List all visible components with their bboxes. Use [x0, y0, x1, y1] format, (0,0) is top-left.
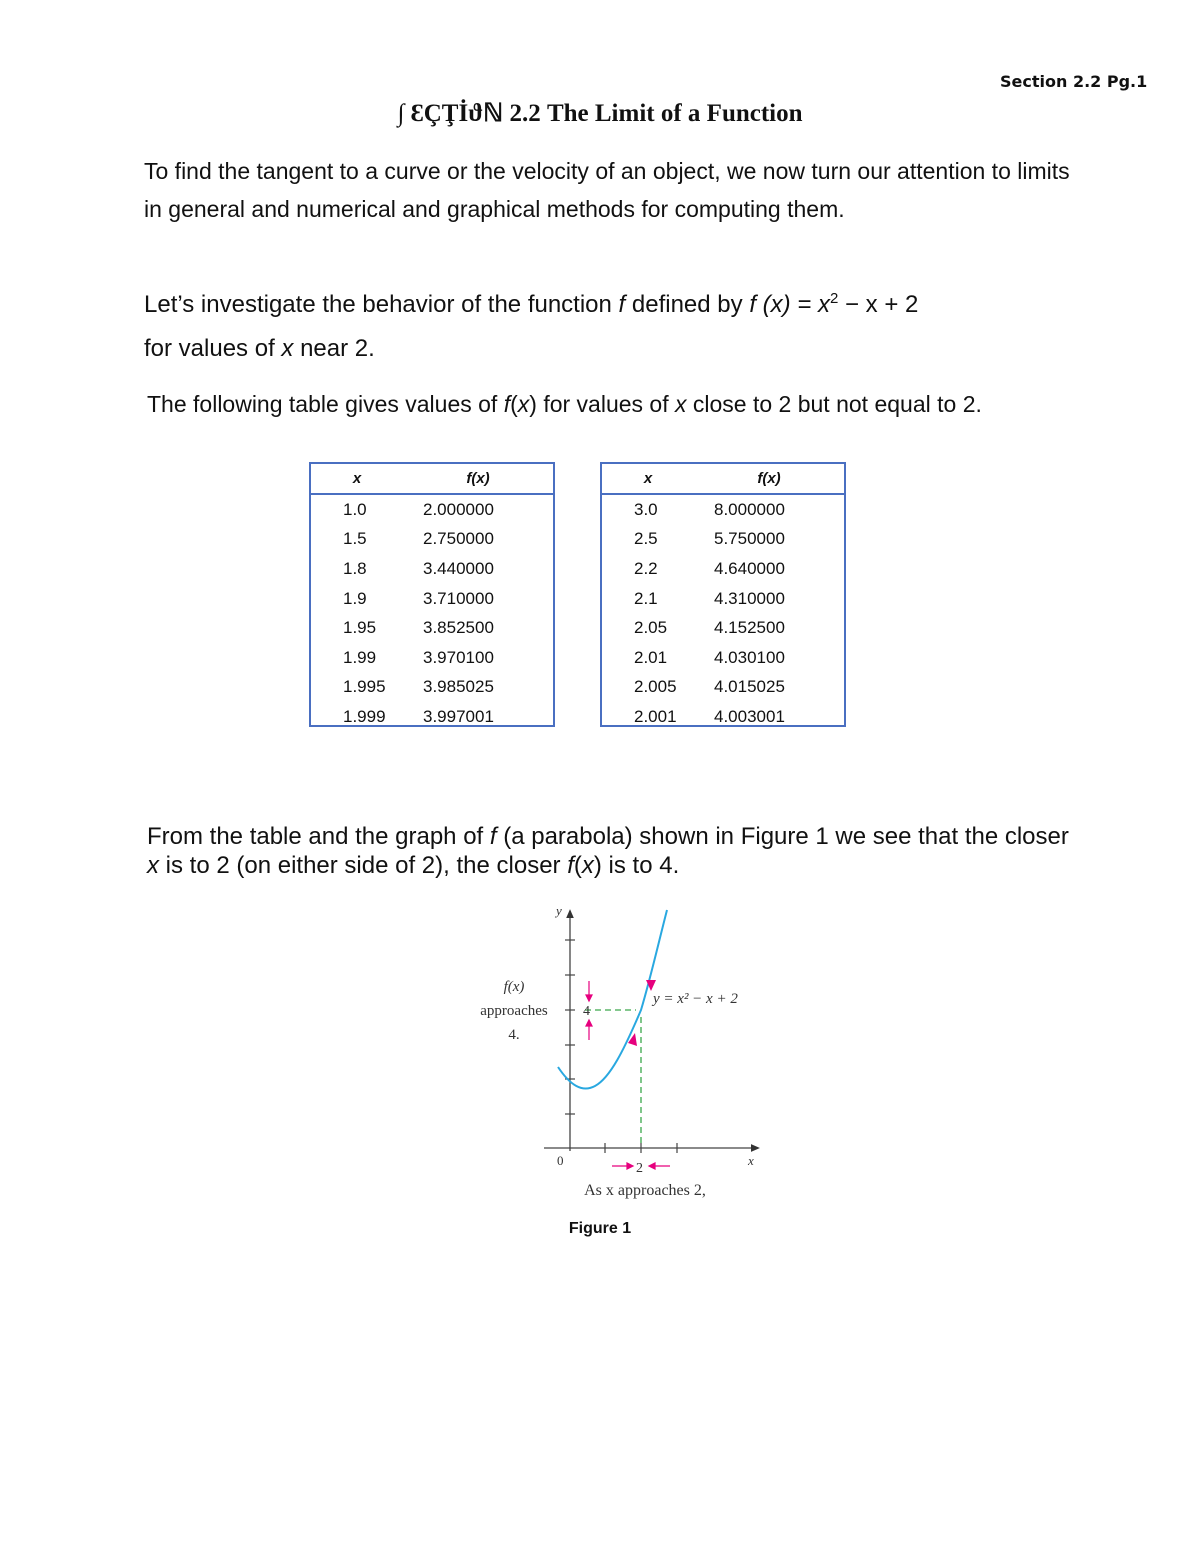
table-row [311, 494, 553, 525]
cell-fx: 3.852500 [423, 618, 494, 638]
investigate-text-2: defined by [625, 291, 750, 318]
table-row [311, 554, 553, 584]
cell-x: 1.8 [343, 558, 367, 578]
table-row [311, 702, 553, 732]
cell-fx: 4.015025 [714, 677, 785, 697]
cell-x: 2.5 [634, 529, 658, 549]
cell-fx: 3.985025 [423, 677, 494, 697]
table-intro-f: f [503, 391, 511, 417]
cell-fx: 4.640000 [714, 558, 785, 578]
values-table-right [600, 462, 846, 727]
figure-1-graph [460, 895, 780, 1205]
cell-x: 2.1 [634, 588, 658, 608]
cell-fx: 4.003001 [714, 706, 785, 726]
cell-x: 3.0 [634, 499, 658, 519]
table-row [602, 525, 844, 555]
table-row [602, 702, 844, 732]
y-axis-label: y [556, 903, 562, 918]
right-header-fx: f(x) [694, 464, 844, 494]
cell-x: 2.05 [634, 618, 668, 638]
investigate-f: f [618, 291, 626, 318]
cell-fx: 8.000000 [714, 499, 785, 519]
investigate-text-1: Let’s investigate the behavior of the function [144, 291, 619, 318]
investigate-paragraph [144, 280, 1074, 368]
section-title [0, 98, 1200, 128]
approaches-label: approaches [480, 1003, 548, 1019]
table-row [602, 554, 844, 584]
investigate-exponent: 2 [829, 290, 839, 307]
cell-fx: 3.440000 [423, 558, 494, 578]
table-intro-x1: x [517, 391, 530, 417]
fx-label: f(x) [503, 979, 525, 995]
conclusion-d: ( [573, 852, 582, 879]
cell-x: 1.995 [343, 677, 386, 697]
cell-fx: 4.030100 [714, 647, 785, 667]
cell-x: 2.005 [634, 677, 677, 697]
table-intro-c: ) for values of [529, 391, 675, 417]
table-row [311, 525, 553, 555]
left-header-x: x [311, 464, 403, 494]
right-header-x: x [602, 464, 694, 494]
cell-x: 1.999 [343, 706, 386, 726]
conclusion-a: From the table and the graph of [147, 823, 490, 850]
investigate-line2-tail: near 2. [293, 335, 375, 362]
table-row [311, 673, 553, 703]
left-header-fx: f(x) [403, 464, 553, 494]
cell-fx: 2.750000 [423, 529, 494, 549]
parabola-curve [558, 910, 667, 1089]
tick-2-label: 2 [636, 1161, 643, 1176]
conclusion-e: ) is to 4. [593, 852, 680, 879]
investigate-line-2 [144, 330, 1074, 368]
cell-fx: 3.997001 [423, 706, 494, 726]
table-intro-d: close to 2 but not equal to 2. [686, 391, 982, 417]
tick-4-label: 4 [583, 1004, 590, 1019]
values-table-left [309, 462, 555, 727]
table-row [311, 584, 553, 614]
section-title-text: 2.2 The Limit of a Function [509, 100, 803, 127]
investigate-line-1 [144, 280, 1074, 324]
table-row [602, 673, 844, 703]
investigate-formula: f (x) = x [749, 291, 830, 318]
x-approaches-label: As x approaches 2, [584, 1182, 706, 1199]
conclusion-x2: x [581, 852, 594, 879]
cell-x: 2.001 [634, 706, 677, 726]
investigate-line2-text: for values of [144, 335, 282, 362]
cell-x: 2.2 [634, 558, 658, 578]
table-intro-a: The following table gives values of [147, 391, 504, 417]
section-title-prefix: ∫ ƐÇŢİϑℕ [397, 100, 504, 127]
cell-fx: 4.152500 [714, 618, 785, 638]
cell-x: 1.5 [343, 529, 367, 549]
table-row [602, 613, 844, 643]
cell-x: 1.95 [343, 618, 377, 638]
conclusion-paragraph [147, 822, 1077, 880]
page-header: Section 2.2 Pg.1 [1000, 72, 1148, 91]
cell-fx: 3.970100 [423, 647, 494, 667]
table-intro-x2: x [675, 391, 687, 417]
conclusion-c: is to 2 (on either side of 2), the closer [159, 852, 568, 879]
cell-fx: 2.000000 [423, 499, 494, 519]
conclusion-f: f [489, 823, 497, 850]
table-row [311, 613, 553, 643]
intro-paragraph: To find the tangent to a curve or the velocity of an object, we now turn our attention to limits in general and numerical and graphical methods for computing them. [144, 158, 1070, 222]
cell-fx: 5.750000 [714, 529, 785, 549]
figure-caption: Figure 1 [568, 1220, 632, 1237]
table-intro-b: ( [510, 391, 518, 417]
table-row [602, 584, 844, 614]
conclusion-fx: f [567, 852, 574, 879]
table-row [602, 494, 844, 525]
cell-fx: 3.710000 [423, 588, 494, 608]
origin-label: 0 [557, 1153, 564, 1168]
cell-x: 2.01 [634, 647, 668, 667]
investigate-formula-tail: − x + 2 [838, 291, 919, 318]
cell-x: 1.99 [343, 647, 377, 667]
table-intro [147, 390, 1077, 419]
curve-equation-label: y = x² − x + 2 [653, 991, 738, 1007]
table-row [311, 643, 553, 673]
cell-x: 1.0 [343, 499, 367, 519]
table-row [602, 643, 844, 673]
x-axis-label: x [748, 1153, 754, 1168]
conclusion-x: x [147, 852, 159, 879]
cell-x: 1.9 [343, 588, 367, 608]
cell-fx: 4.310000 [714, 588, 785, 608]
conclusion-b: (a parabola) shown in Figure 1 we see that the closer [496, 823, 1069, 850]
investigate-x: x [281, 335, 294, 362]
four-label: 4. [508, 1027, 520, 1043]
